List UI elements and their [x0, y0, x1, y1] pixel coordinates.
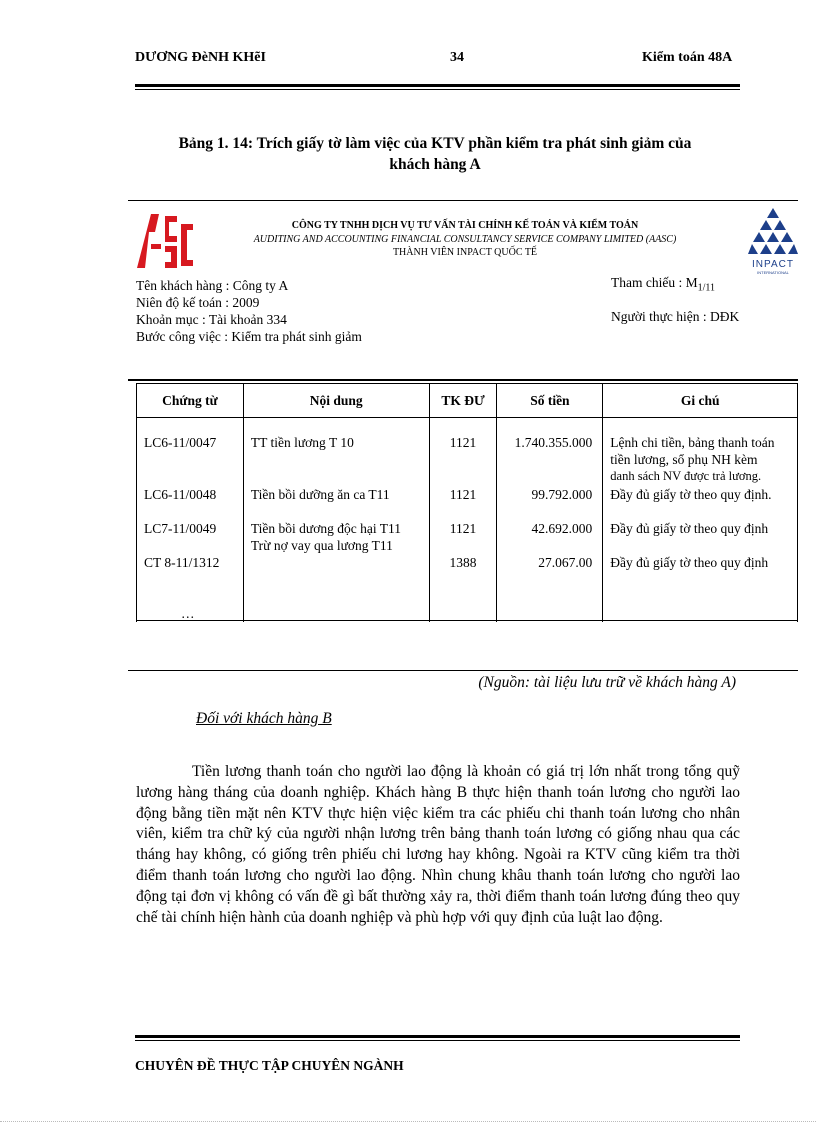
table-caption: [120, 133, 750, 175]
doc-ellipsis: …: [181, 606, 195, 621]
amount-cell: 99.792.000: [531, 487, 593, 502]
inpact-logo: [748, 206, 798, 275]
reference-label: Tham chiếu : M: [611, 275, 698, 290]
reference: [611, 274, 715, 297]
note-cell: Đầy đủ giấy tờ theo quy định.: [610, 487, 772, 502]
header-amount: Số tiền: [497, 384, 603, 418]
content-cell: Tiền bồi dương độc hại T11: [250, 521, 401, 536]
inpact-triangle-icon: [748, 206, 798, 254]
content-cell: Trừ nợ vay qua lương T11: [250, 538, 393, 553]
header-author: DƯƠNG ĐèNH KHẽI: [135, 50, 266, 65]
amount-column: [497, 418, 602, 622]
body-paragraph: Tiền lương thanh toán cho người lao động là khoản có giá trị lớn nhất trong tổng quỹ lương hàng tháng của doanh nghiệp. Khách hàng B thực hiện thanh toán lương cho người lao động bằng tiền mặt nên KTV thực hiện việc kiểm tra các phiếu chi thanh toán lương cho nhân viên, kiểm tra chữ ký của người nhận lương trên bảng thanh toán lương có giống nhau qua các tháng hay không, có giống trên phiếu chi lương hay không. Ngoài ra KTV cũng kiểm tra thời điểm thanh toán lương cho người lao động. Nhìn chung khâu thanh toán lương cho người lao động tại đơn vị không có vấn đề gì bất thường xảy ra, thời điểm thanh toán lương đúng theo quy chế tài chính hiện hành của doanh nghiệp và phù hợp với quy định của luật lao động.: [136, 763, 740, 926]
subheading: Đối với khách hàng B: [196, 710, 332, 727]
account-cell: 1121: [449, 435, 477, 450]
client-info: [136, 277, 362, 345]
content-cell: TT tiền lương T 10: [250, 435, 354, 450]
table-bottom-rule: [136, 620, 798, 621]
performer: Người thực hiện : DĐK: [611, 309, 740, 324]
caption-line-2: khách hàng A: [389, 156, 481, 173]
table-top-rule: [128, 379, 798, 381]
note-column: [603, 418, 797, 622]
header-account: TK ĐƯ: [429, 384, 497, 418]
company-name: CÔNG TY TNHH DỊCH VỤ TƯ VẤN TÀI CHÍNH KẾ TOÁN VÀ KIỂM TOÁN: [291, 220, 639, 231]
doc-cell: LC7-11/0049: [144, 521, 217, 536]
note-cell: danh sách NV được trả lương.: [610, 469, 762, 483]
doc-cell: LC6-11/0047: [144, 435, 217, 450]
reference-sub: 1/11: [697, 282, 716, 294]
company-name-en: AUDITING AND ACCOUNTING FINANCIAL CONSULTANCY SERVICE COMPANY LIMITED (AASC): [253, 234, 677, 245]
source-note: (Nguồn: tài liệu lưu trữ về khách hàng A): [478, 674, 736, 691]
company-member: THÀNH VIÊN INPACT QUỐC TẾ: [392, 247, 538, 258]
client-name: Tên khách hàng : Công ty A: [136, 278, 289, 293]
header-rule: [135, 84, 740, 90]
account-column: [430, 418, 497, 622]
table-body-row: [137, 418, 798, 623]
account-cell: 1121: [449, 521, 477, 536]
caption-line-1: Bảng 1. 14: Trích giấy tờ làm việc của KTV phần kiểm tra phát sinh giảm của: [178, 135, 692, 152]
page-number: 34: [450, 50, 464, 65]
note-cell: tiền lương, sổ phụ NH kèm: [610, 452, 758, 467]
note-cell: Đầy đủ giấy tờ theo quy định: [610, 555, 769, 570]
footer-rule: [135, 1035, 740, 1041]
account-cell: 1388: [449, 555, 477, 570]
note-cell: Lệnh chi tiền, bảng thanh toán: [610, 435, 775, 450]
account-item: Khoản mục : Tài khoản 334: [136, 312, 287, 327]
amount-cell: 27.067.00: [538, 555, 593, 570]
account-cell: 1121: [449, 487, 477, 502]
note-cell: Đầy đủ giấy tờ theo quy định: [610, 521, 769, 536]
doc-column: [137, 418, 243, 622]
table-header-row: [137, 384, 798, 418]
section-top-rule: [128, 200, 798, 201]
aasc-logo: [135, 208, 195, 274]
doc-cell: LC6-11/0048: [144, 487, 217, 502]
header-doc: Chứng từ: [137, 384, 244, 418]
content-cell: Tiền bồi dưỡng ăn ca T11: [250, 487, 390, 502]
amount-cell: 42.692.000: [531, 521, 593, 536]
inpact-sub-label: INTERNATIONAL: [757, 270, 789, 275]
header-note: Gi chú: [603, 384, 798, 418]
header-class: Kiểm toán 48A: [642, 50, 733, 65]
work-step: Bước công việc : Kiểm tra phát sinh giảm: [136, 329, 362, 344]
page-bottom-dots: [0, 1121, 816, 1122]
doc-cell: CT 8-11/1312: [144, 555, 220, 570]
header-content: Nội dung: [243, 384, 429, 418]
fiscal-period: Niên độ kế toán : 2009: [136, 295, 260, 310]
footer-title: CHUYÊN ĐỀ THỰC TẬP CHUYÊN NGÀNH: [135, 1058, 404, 1073]
section-bottom-rule: [128, 670, 798, 671]
ledger-table: [136, 383, 798, 622]
inpact-label: INPACT: [752, 259, 794, 270]
content-column: [244, 418, 429, 622]
amount-cell: 1.740.355.000: [514, 435, 593, 450]
